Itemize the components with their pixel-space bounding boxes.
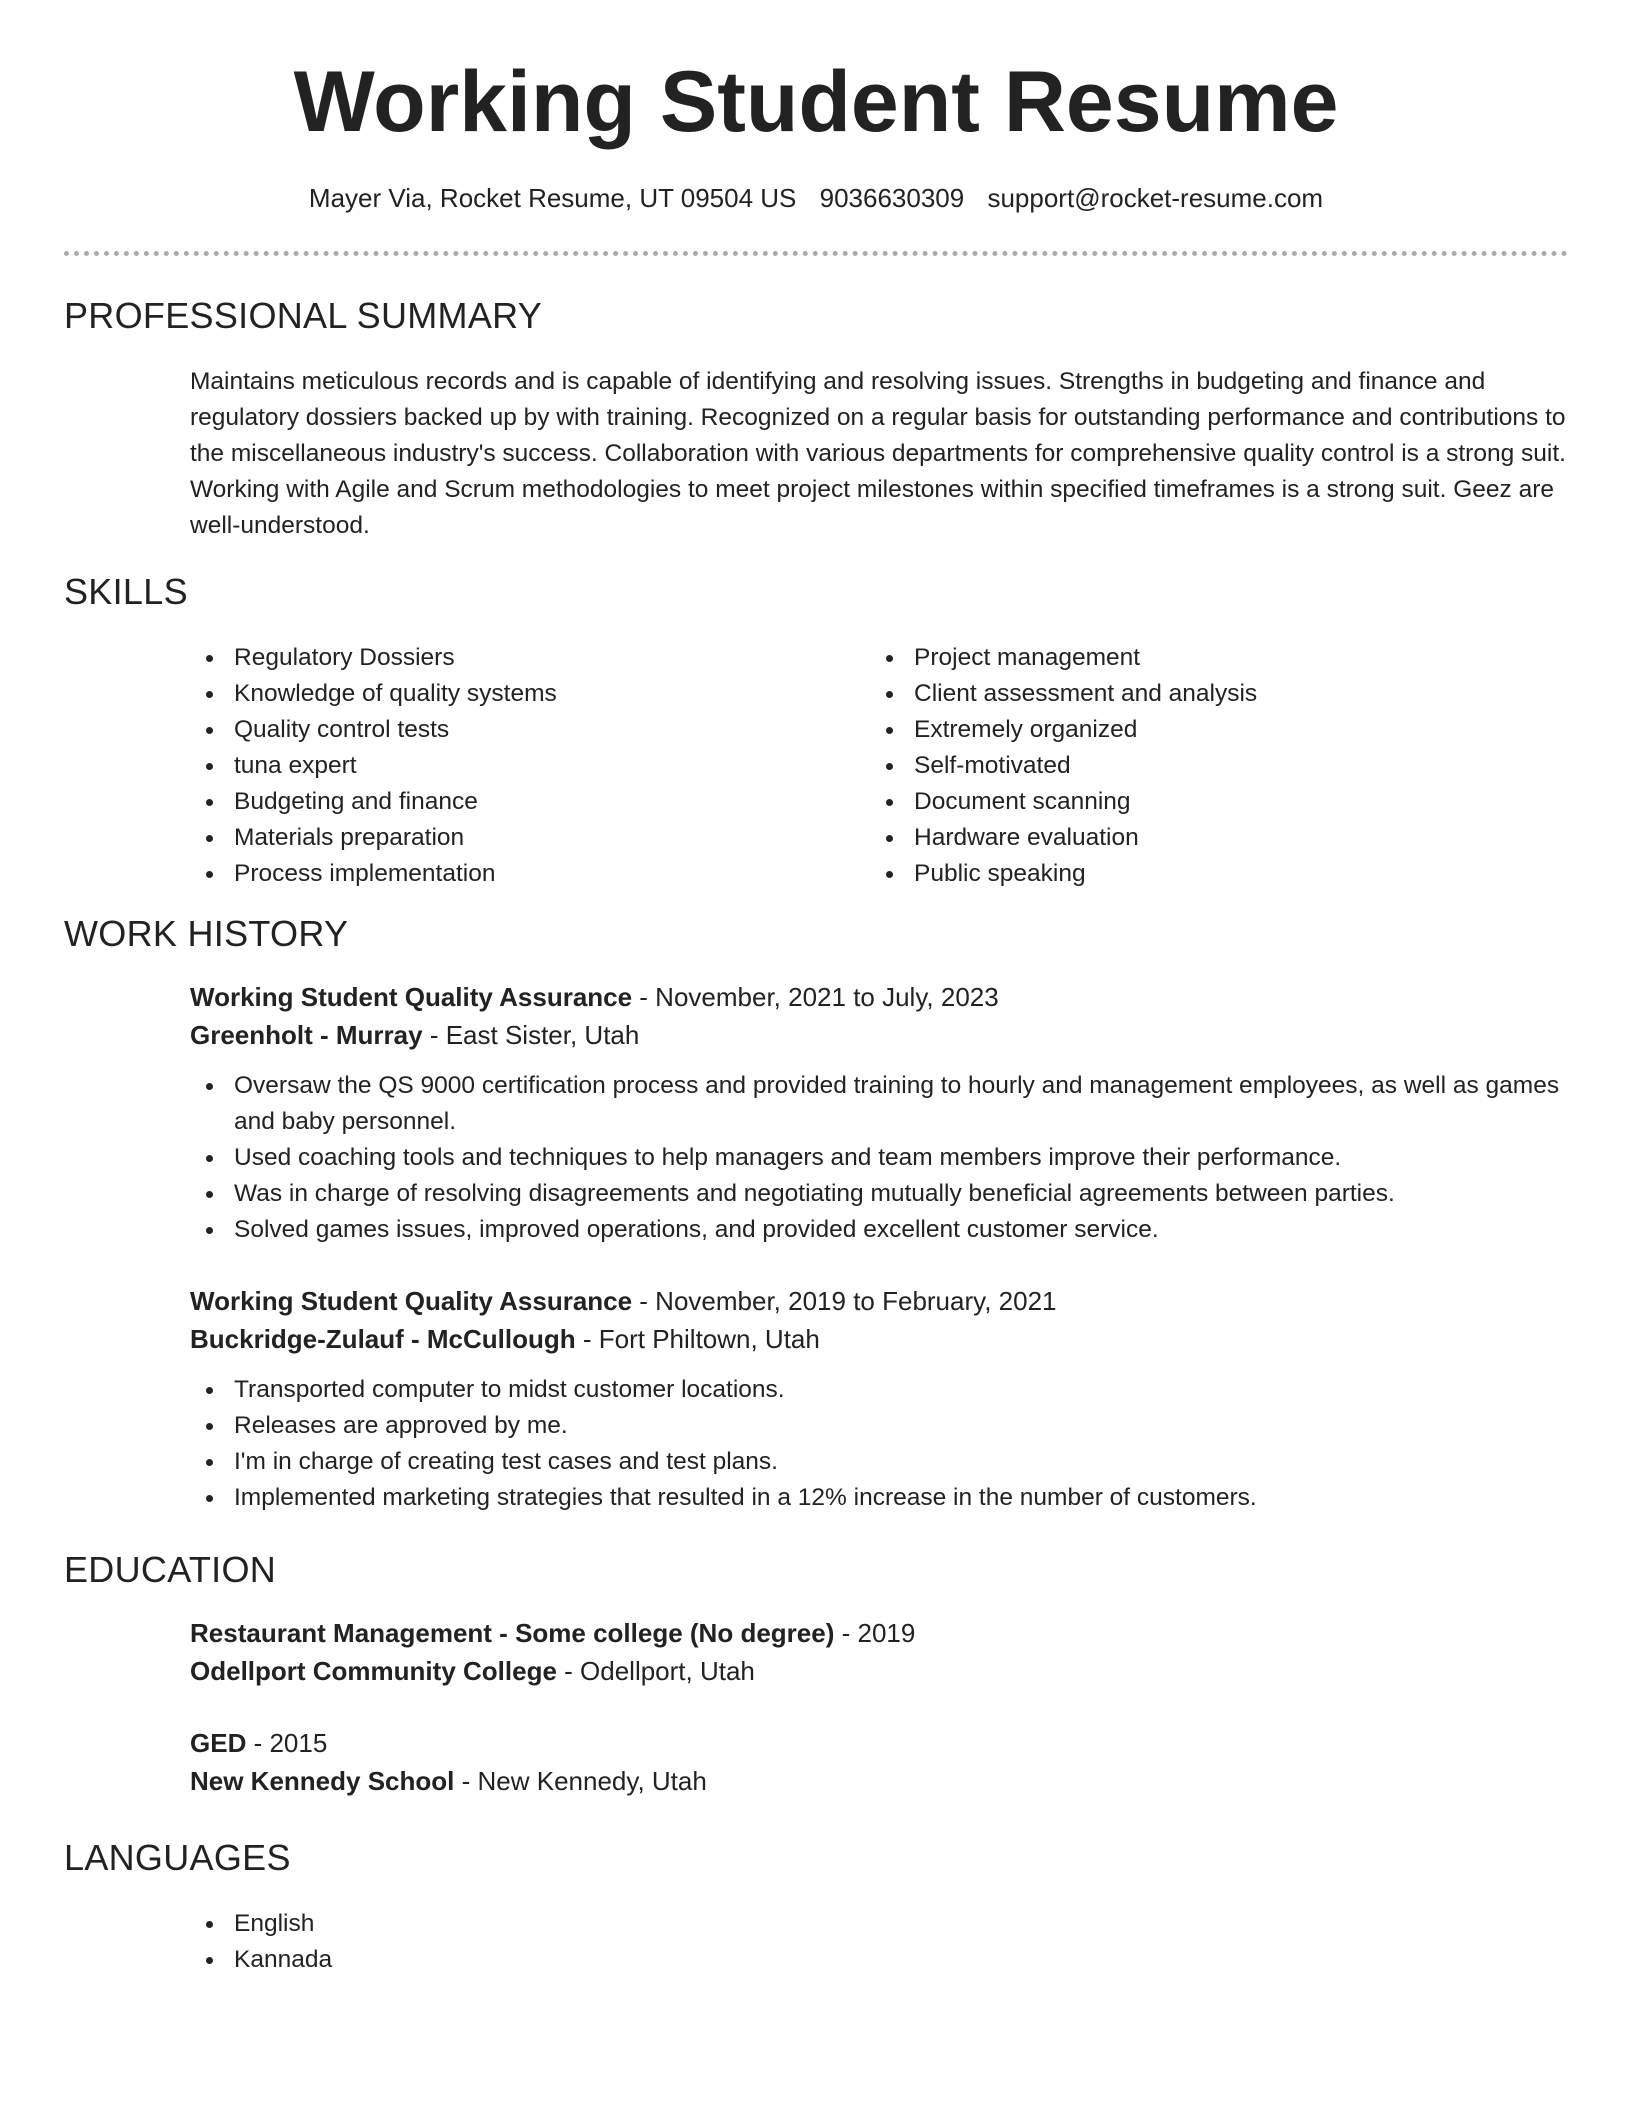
education-degree: Restaurant Management - Some college (No degree) — [190, 1618, 835, 1648]
contact-line — [0, 180, 1632, 216]
job-company: Buckridge-Zulauf - McCullough — [190, 1324, 576, 1354]
summary-text: Maintains meticulous records and is capable of identifying and resolving issues. Strengths in budgeting and finance and regulatory dossiers backed up by with training. Recognized on a regular basis for outstanding performance and contributions to the miscellaneous industry's success. Collaboration with various departments for comprehensive quality control is a strong suit. Working with Agile and Scrum methodologies to meet project milestones within specified timeframes is a strong suit. Geez are well-understood. — [190, 368, 1566, 539]
skill-item: Knowledge of quality systems — [190, 676, 790, 712]
job-role: Working Student Quality Assurance — [190, 1286, 633, 1316]
education-entry — [190, 1724, 1570, 1800]
work-history-heading: WORK HISTORY — [64, 913, 349, 954]
address-text: Mayer Via, Rocket Resume, UT 09504 US — [308, 183, 797, 213]
skill-item: Public speaking — [870, 856, 1470, 892]
skill-item: Document scanning — [870, 784, 1470, 820]
job-bullet: Releases are approved by me. — [190, 1408, 1570, 1444]
job-bullet: I'm in charge of creating test cases and test plans. — [190, 1444, 1570, 1480]
education-school: New Kennedy School — [190, 1766, 455, 1796]
job-role: Working Student Quality Assurance — [190, 982, 633, 1012]
job-company-line — [190, 1320, 1570, 1358]
job-dates: - November, 2019 to February, 2021 — [632, 1286, 1057, 1316]
skill-item: Quality control tests — [190, 712, 790, 748]
education-school-line — [190, 1652, 1570, 1690]
education-year: - 2015 — [246, 1728, 328, 1758]
header-divider — [64, 251, 1568, 256]
languages-heading: LANGUAGES — [64, 1837, 291, 1878]
skill-item: Budgeting and finance — [190, 784, 790, 820]
skill-item: Self-motivated — [870, 748, 1470, 784]
summary-heading: PROFESSIONAL SUMMARY — [64, 295, 543, 336]
skill-item: Process implementation — [190, 856, 790, 892]
skills-heading: SKILLS — [64, 571, 188, 612]
skill-item: Extremely organized — [870, 712, 1470, 748]
job-entry — [190, 1282, 1570, 1516]
job-bullet: Used coaching tools and techniques to help managers and team members improve their performance. — [190, 1140, 1570, 1176]
phone-text: 9036630309 — [819, 183, 965, 213]
skills-list-left — [190, 640, 790, 892]
education-year: - 2019 — [834, 1618, 916, 1648]
email-link[interactable]: support@rocket-resume.com — [987, 183, 1324, 213]
job-title-line — [190, 1282, 1570, 1320]
job-bullet: Solved games issues, improved operations, and provided excellent customer service. — [190, 1212, 1570, 1248]
job-bullets — [190, 1372, 1570, 1516]
job-bullets — [190, 1068, 1570, 1248]
job-company: Greenholt - Murray — [190, 1020, 423, 1050]
job-bullet: Was in charge of resolving disagreements and negotiating mutually beneficial agreements between parties. — [190, 1176, 1570, 1212]
job-bullet: Implemented marketing strategies that resulted in a 12% increase in the number of customers. — [190, 1480, 1570, 1516]
skill-item: Project management — [870, 640, 1470, 676]
job-title-line — [190, 978, 1570, 1016]
job-location: - Fort Philtown, Utah — [575, 1324, 820, 1354]
skill-item: Client assessment and analysis — [870, 676, 1470, 712]
language-item: Kannada — [190, 1942, 790, 1978]
education-heading: EDUCATION — [64, 1549, 277, 1590]
education-degree-line — [190, 1724, 1570, 1762]
skill-item: Materials preparation — [190, 820, 790, 856]
skill-item: Hardware evaluation — [870, 820, 1470, 856]
job-dates: - November, 2021 to July, 2023 — [632, 982, 999, 1012]
resume-title: Working Student Resume — [293, 54, 1339, 150]
education-location: - New Kennedy, Utah — [454, 1766, 707, 1796]
job-bullet: Oversaw the QS 9000 certification process and provided training to hourly and management employees, as well as games and baby personnel. — [190, 1068, 1570, 1140]
languages-list — [190, 1906, 790, 1978]
job-location: - East Sister, Utah — [422, 1020, 640, 1050]
skill-item: Regulatory Dossiers — [190, 640, 790, 676]
skills-list-right — [870, 640, 1470, 892]
education-school: Odellport Community College — [190, 1656, 557, 1686]
job-company-line — [190, 1016, 1570, 1054]
skill-item: tuna expert — [190, 748, 790, 784]
language-item: English — [190, 1906, 790, 1942]
job-entry — [190, 978, 1570, 1248]
education-entry — [190, 1614, 1570, 1690]
education-degree-line — [190, 1614, 1570, 1652]
job-bullet: Transported computer to midst customer locations. — [190, 1372, 1570, 1408]
education-location: - Odellport, Utah — [556, 1656, 755, 1686]
education-degree: GED — [190, 1728, 247, 1758]
education-school-line — [190, 1762, 1570, 1800]
